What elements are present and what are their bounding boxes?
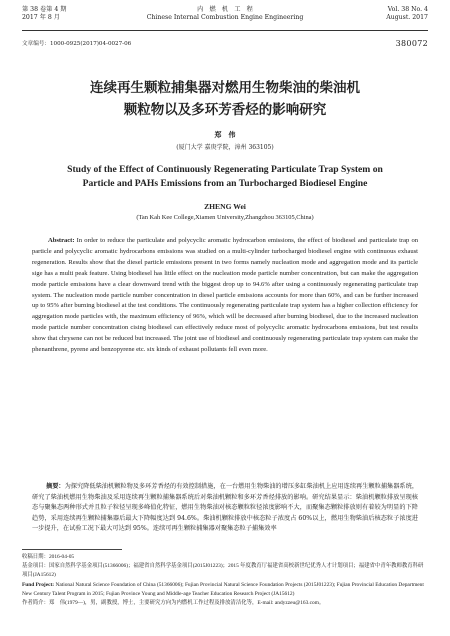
article-code: 380072 [395,39,428,48]
header-left [22,6,132,22]
affiliation-en: (Tan Kah Kee College,Xiamen University,Zhangzhou 363105,China) [136,214,314,221]
fund-en-text: National Natural Science Foundation of China (51366006); Fujian Provincial Natural Science Foundation Projects (2015J01223); Fujian Provincial Education Department New Century Talent Program in 2015; Fujian Province Young and Middle-age Teacher Education Research Project (JA15612) [22,581,424,597]
fund-en-label: Fund Project: [22,581,55,588]
title-en-line-2: Particle and PAHs Emissions from an Turbocharged Biodiesel Engine [82,178,368,189]
fund-en [22,581,428,599]
abstract-en-label: Abstract: [48,237,75,244]
footnotes [22,553,428,608]
header-center [132,6,318,22]
volume-cn: 第 38 卷第 4 期 [22,6,67,13]
volume-en: Vol. 38 No. 4 [387,6,428,13]
header-right [318,6,428,22]
abstract-en [32,236,418,356]
title-cn-line-2: 颗粒物以及多环芳香烃的影响研究 [123,102,327,118]
fund-cn: 基金项目：国家自然科学基金项目(51366006)；福建省自然科学基金项目(2015J01223)；2015 年度教育厅福建省高校新世纪优秀人才计划项目；福建省中青年教师教育科研项目(JA15612) [22,563,424,579]
header-rule [22,30,428,31]
affiliation-cn: (厦门大学 嘉庚学院，漳州 363105) [176,144,274,151]
author-info: 作者简介：郑 伟(1979—)，男，副教授，博士，主要研究方向为内燃机工作过程及排放清洁化等，E-mail: andyzzeu@163.com。 [22,600,325,607]
author-cn: 郑 伟 [214,130,236,139]
title-cn [22,77,428,121]
date-en: August. 2017 [386,14,428,21]
title-en-line-1: Study of the Effect of Continuously Regenerating Particulate Trap System on [67,164,383,175]
footnote-rule [22,549,122,550]
abstract-cn [32,482,418,535]
journal-name-en: Chinese Internal Combustion Engine Engineering [146,14,304,21]
abstract-cn-text: 为探究降低柴油机颗粒物及多环芳香烃的有效控制措施，在一台燃用生物柴油的增压多缸柴油机上应用连续再生颗粒捕集器系统，研究了柴油机燃用生物柴油及采用连续再生颗粒捕集器系统后对柴油机颗粒和多环芳香烃排放的影响。研究结果显示：柴油机颗粒排放呈现核态与聚集态两种形式并且粒子粒径呈现多峰值化特征，燃用生物柴油对核态颗粒粒径浓度影响不大，而聚集态颗粒排放则有着较为明显的下降趋势，采用连续再生颗粒捕集器后最大下降幅度达到 94.6%。柴油机颗粒排放中核态粒子浓度占 60%以上，燃用生物柴油后核态粒子浓度进一步提升，在试验工况下最大可达到 95%。连续可再生颗粒捕集器对聚集态粒子捕集效率 [32,483,419,533]
abstract-cn-label: 摘要： [46,483,65,490]
article-meta [22,39,428,48]
journal-name-cn: 内 燃 机 工 程 [197,6,253,13]
article-number: 文章编号：1000-0925(2017)04-0027-06 [22,41,132,47]
title-en [22,163,428,191]
date-cn: 2017 年 8 月 [22,14,60,21]
abstract-en-text: In order to reduce the particulate and polycyclic aromatic hydrocarbon emissions, the effect of biodiesel and particulate trap on particle and polycyclic aromatic hydrocarbons emissions was studied on a multi-cylinder turbocharged biodiesel engine with continuous exhaust regeneration. Results show that the diesel particle emissions present in two forms namely nucleation mode and aggregation mode and its particle sige has a multi peak feature. Using biodiesel has little effect on the nucleation mode particle number concentration, but can make the aggregation mode particle emissions have a clear downward trend with the biggest drop up to 94.6% after using a continuously regenerating particulate trap system. The nucleation mode particle number concentration in diesel particle emissions accounts for more than 60%, and can be further increased up to 95% after burning biodiesel at the test conditions. The continuously regenerating particulate trap system has a higher collection efficiency for aggregation mode particles with, the maximum efficiency of 96%, which will be decreased after burning biodiesel, due to the increased nucleation mode particle number concentration cising biodiesel can effectively reduce most of polycyclic aromatic hydrocarbons emissions, but test results show that chrysene can not be reduced but increased. The joint use of biodiesel and continuously regenerating particulate trap system can make the phenanthrene, pyrene and benzopyrene etc. six kinds of exhaust pollutants fell even more. [32,237,418,354]
title-cn-line-1: 连续再生颗粒捕集器对燃用生物柴油的柴油机 [90,80,360,96]
received-date: 收稿日期：2016-04-05 [22,554,75,560]
journal-header [22,6,428,36]
author-en: ZHENG Wei [204,202,246,211]
